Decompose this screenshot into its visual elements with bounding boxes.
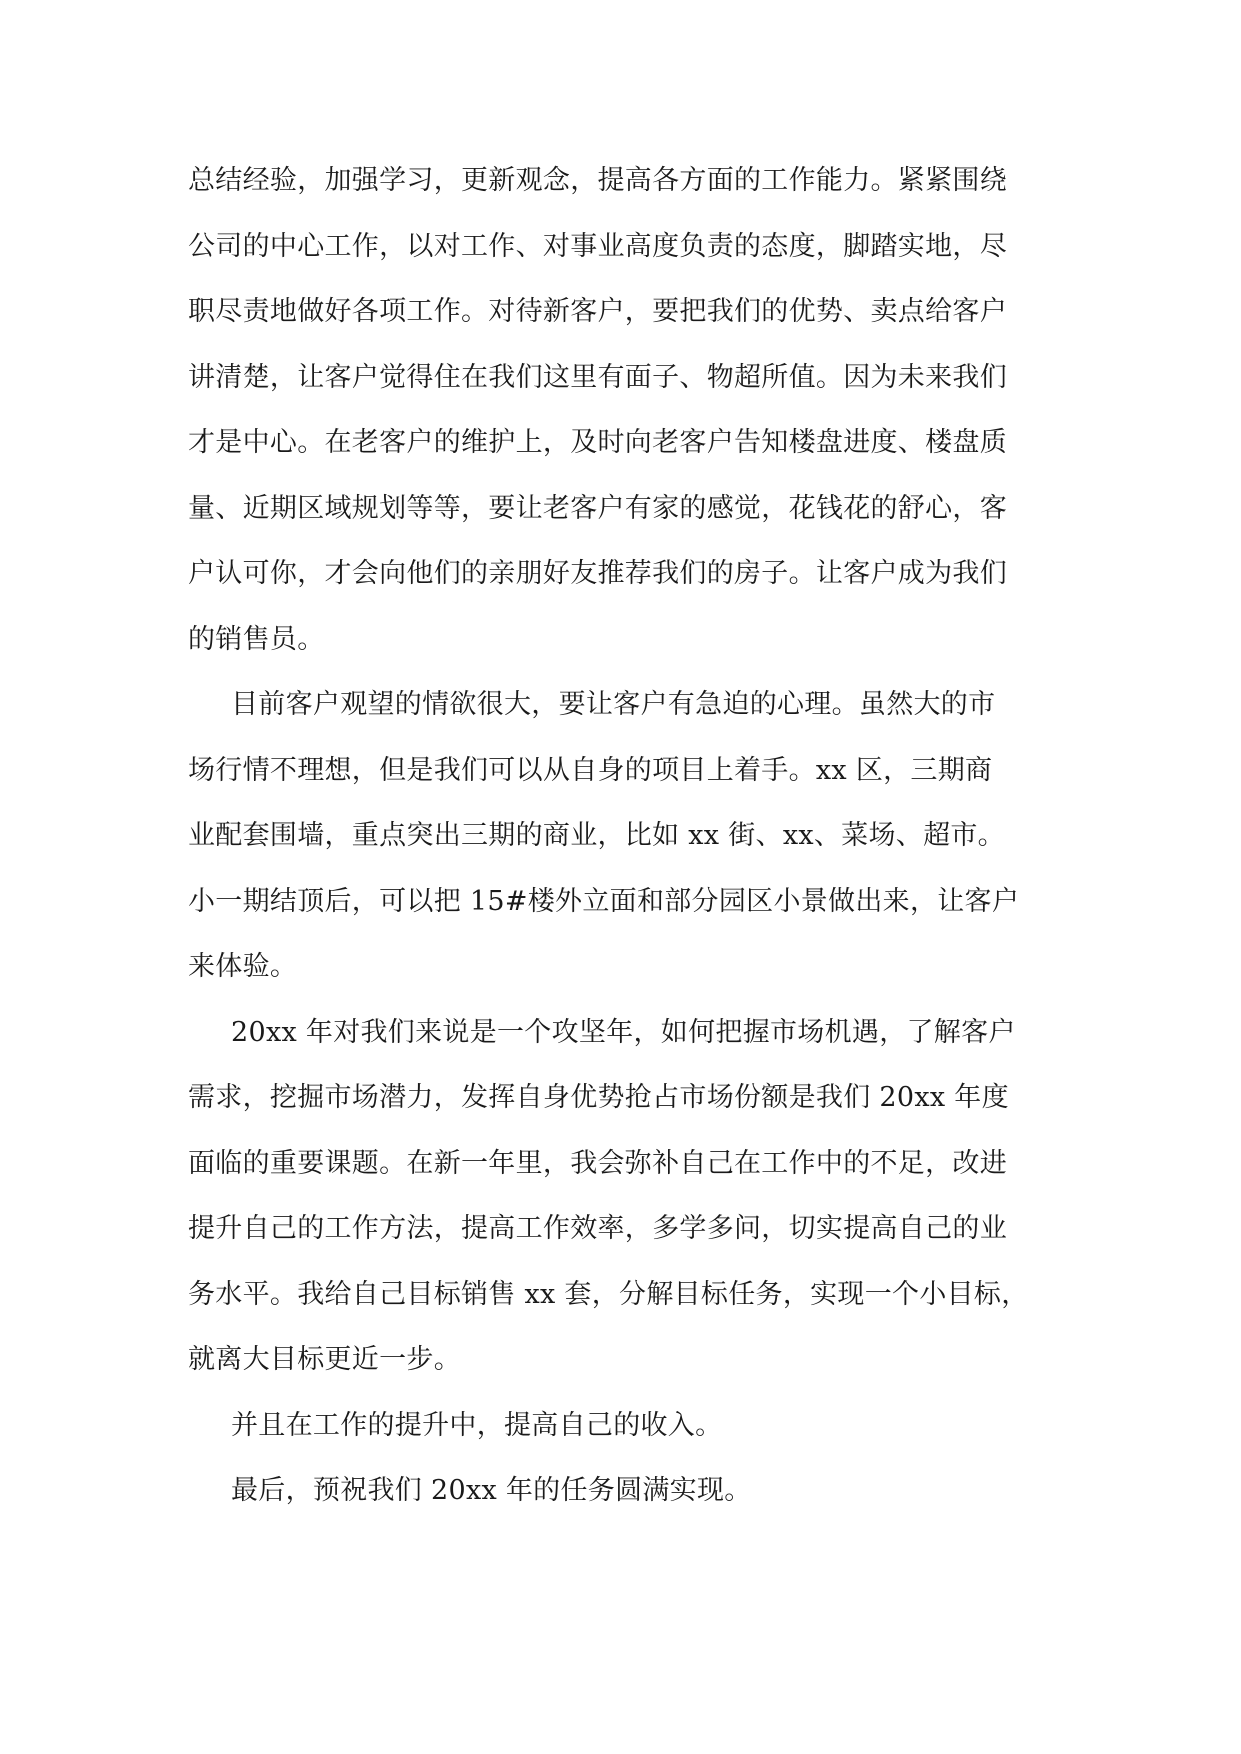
paragraph-5 — [188, 1470, 1058, 1536]
document-body — [188, 160, 1058, 1536]
text-line: 总结经验，加强学习，更新观念，提高各方面的工作能力。紧紧围绕 — [188, 165, 1007, 196]
paragraph-4 — [188, 1405, 1058, 1471]
text-line: 最后，预祝我们 20xx 年的任务圆满实现。 — [231, 1475, 752, 1506]
paragraph-1 — [188, 160, 1058, 684]
text-line: 量、近期区域规划等等，要让老客户有家的感觉，花钱花的舒心，客 — [188, 492, 1007, 524]
text-line: 并且在工作的提升中，提高自己的收入。 — [231, 1409, 723, 1441]
text-line: 的销售员。 — [188, 623, 325, 655]
text-line: 来体验。 — [188, 951, 298, 982]
paragraph-3 — [188, 1012, 1058, 1405]
paragraph-2 — [188, 684, 1058, 1012]
text-line: 户认可你，才会向他们的亲朋好友推荐我们的房子。让客户成为我们 — [188, 558, 1007, 589]
text-line: 才是中心。在老客户的维护上，及时向老客户告知楼盘进度、楼盘质 — [188, 427, 1007, 458]
text-line: 场行情不理想，但是我们可以从自身的项目上着手。xx 区，三期商 — [188, 754, 993, 786]
text-line: 需求，挖掘市场潜力，发挥自身优势抢占市场份额是我们 20xx 年度 — [188, 1082, 1009, 1113]
text-line: 提升自己的工作方法，提高工作效率，多学多问，切实提高自己的业 — [188, 1213, 1007, 1244]
text-line: 20xx 年对我们来说是一个攻坚年，如何把握市场机遇，了解客户 — [231, 1016, 1016, 1048]
text-line: 小一期结顶后，可以把 15#楼外立面和部分园区小景做出来，让客户 — [188, 885, 1020, 917]
text-line: 就离大目标更近一步。 — [188, 1344, 461, 1375]
text-line: 职尽责地做好各项工作。对待新客户，要把我们的优势、卖点给客户 — [188, 296, 1007, 327]
text-line: 公司的中心工作，以对工作、对事业高度负责的态度，脚踏实地，尽 — [188, 230, 1007, 262]
text-line: 目前客户观望的情欲很大，要让客户有急迫的心理。虽然大的市 — [231, 689, 996, 720]
text-line: 讲清楚，让客户觉得住在我们这里有面子、物超所值。因为未来我们 — [188, 361, 1007, 393]
text-line: 面临的重要课题。在新一年里，我会弥补自己在工作中的不足，改进 — [188, 1147, 1007, 1179]
text-line: 务水平。我给自己目标销售 xx 套，分解目标任务，实现一个小目标， — [188, 1278, 1029, 1310]
text-line: 业配套围墙，重点突出三期的商业，比如 xx 街、xx、菜场、超市。 — [188, 820, 1005, 851]
